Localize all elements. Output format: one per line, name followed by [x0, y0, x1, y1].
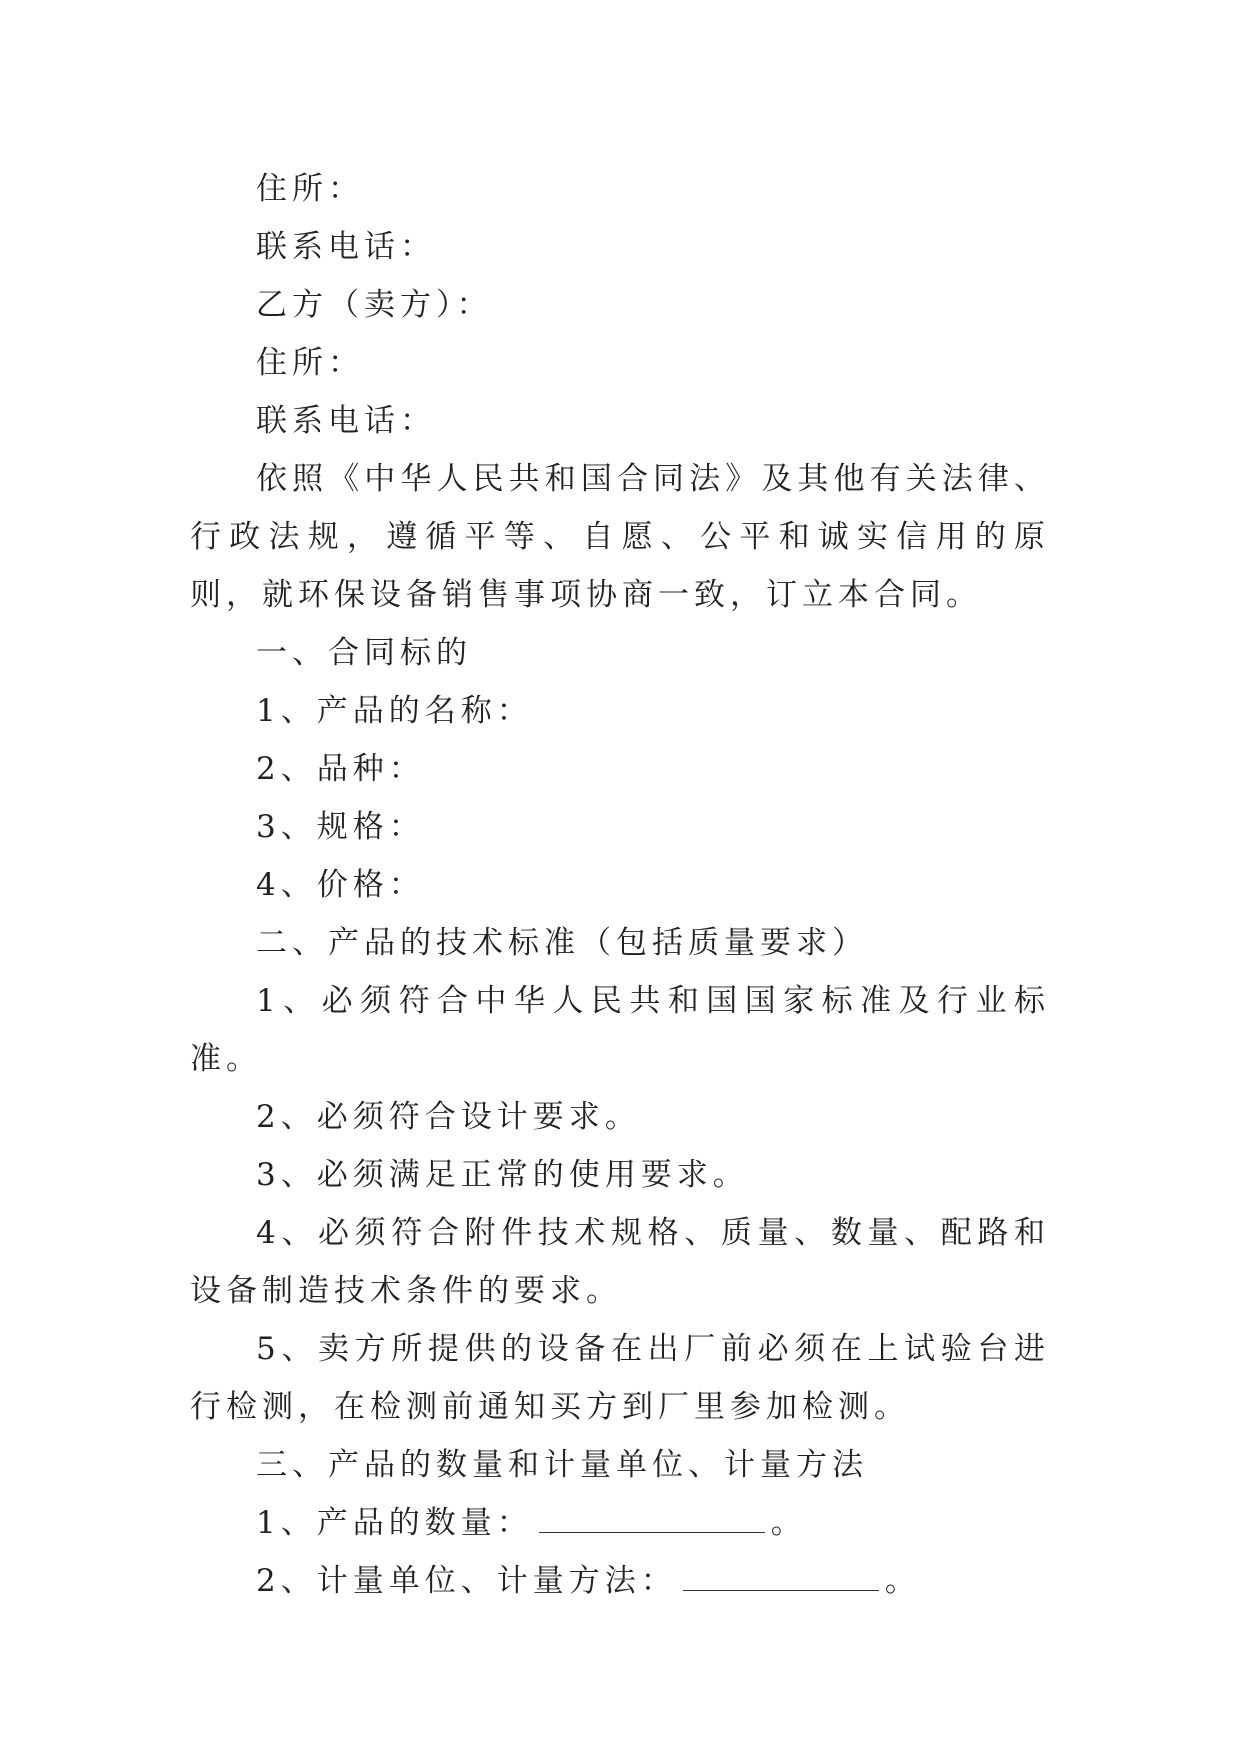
- product-spec-item: 3、规格：: [256, 809, 425, 845]
- phone-label-seller: 联系电话：: [256, 403, 436, 439]
- section-1-heading: 一、合同标的: [256, 635, 472, 671]
- section-2-heading: 二、产品的技术标准（包括质量要求）: [256, 925, 868, 961]
- quantity-label: 1、产品的数量：: [256, 1505, 533, 1541]
- standard-item-1: 1、必须符合中华人民共和国国家标准及行业标准。: [190, 983, 1050, 1077]
- quantity-blank-line: [539, 1508, 765, 1533]
- preamble-paragraph: 依照《中华人民共和国合同法》及其他有关法律、行政法规，遵循平等、自愿、公平和诚实信用的原则，就环保设备销售事项协商一致，订立本合同。: [190, 461, 1050, 613]
- contract-body: [190, 160, 1050, 1610]
- standard-item-4: 4、必须符合附件技术规格、质量、数量、配路和设备制造技术条件的要求。: [190, 1215, 1050, 1309]
- unit-method-end-mark: 。: [884, 1563, 921, 1599]
- product-variety-item: 2、品种：: [256, 751, 425, 787]
- address-label-seller: 住所：: [256, 345, 364, 381]
- standard-item-3: 3、必须满足正常的使用要求。: [256, 1157, 749, 1193]
- phone-label-buyer: 联系电话：: [256, 229, 436, 265]
- unit-method-label: 2、计量单位、计量方法：: [256, 1563, 677, 1599]
- standard-item-2: 2、必须符合设计要求。: [256, 1099, 641, 1135]
- product-name-item: 1、产品的名称：: [256, 693, 533, 729]
- address-label-buyer: 住所：: [256, 171, 364, 207]
- product-price-item: 4、价格：: [256, 867, 425, 903]
- unit-method-line: [190, 1552, 1050, 1610]
- quantity-end-mark: 。: [770, 1505, 807, 1541]
- quantity-line: [190, 1494, 1050, 1552]
- unit-method-blank-line: [683, 1566, 879, 1591]
- party-b-label: 乙方（卖方）：: [256, 287, 493, 323]
- standard-item-5: 5、卖方所提供的设备在出厂前必须在上试验台进行检测，在检测前通知买方到厂里参加检测。: [190, 1331, 1050, 1425]
- section-3-heading: 三、产品的数量和计量单位、计量方法: [256, 1447, 868, 1483]
